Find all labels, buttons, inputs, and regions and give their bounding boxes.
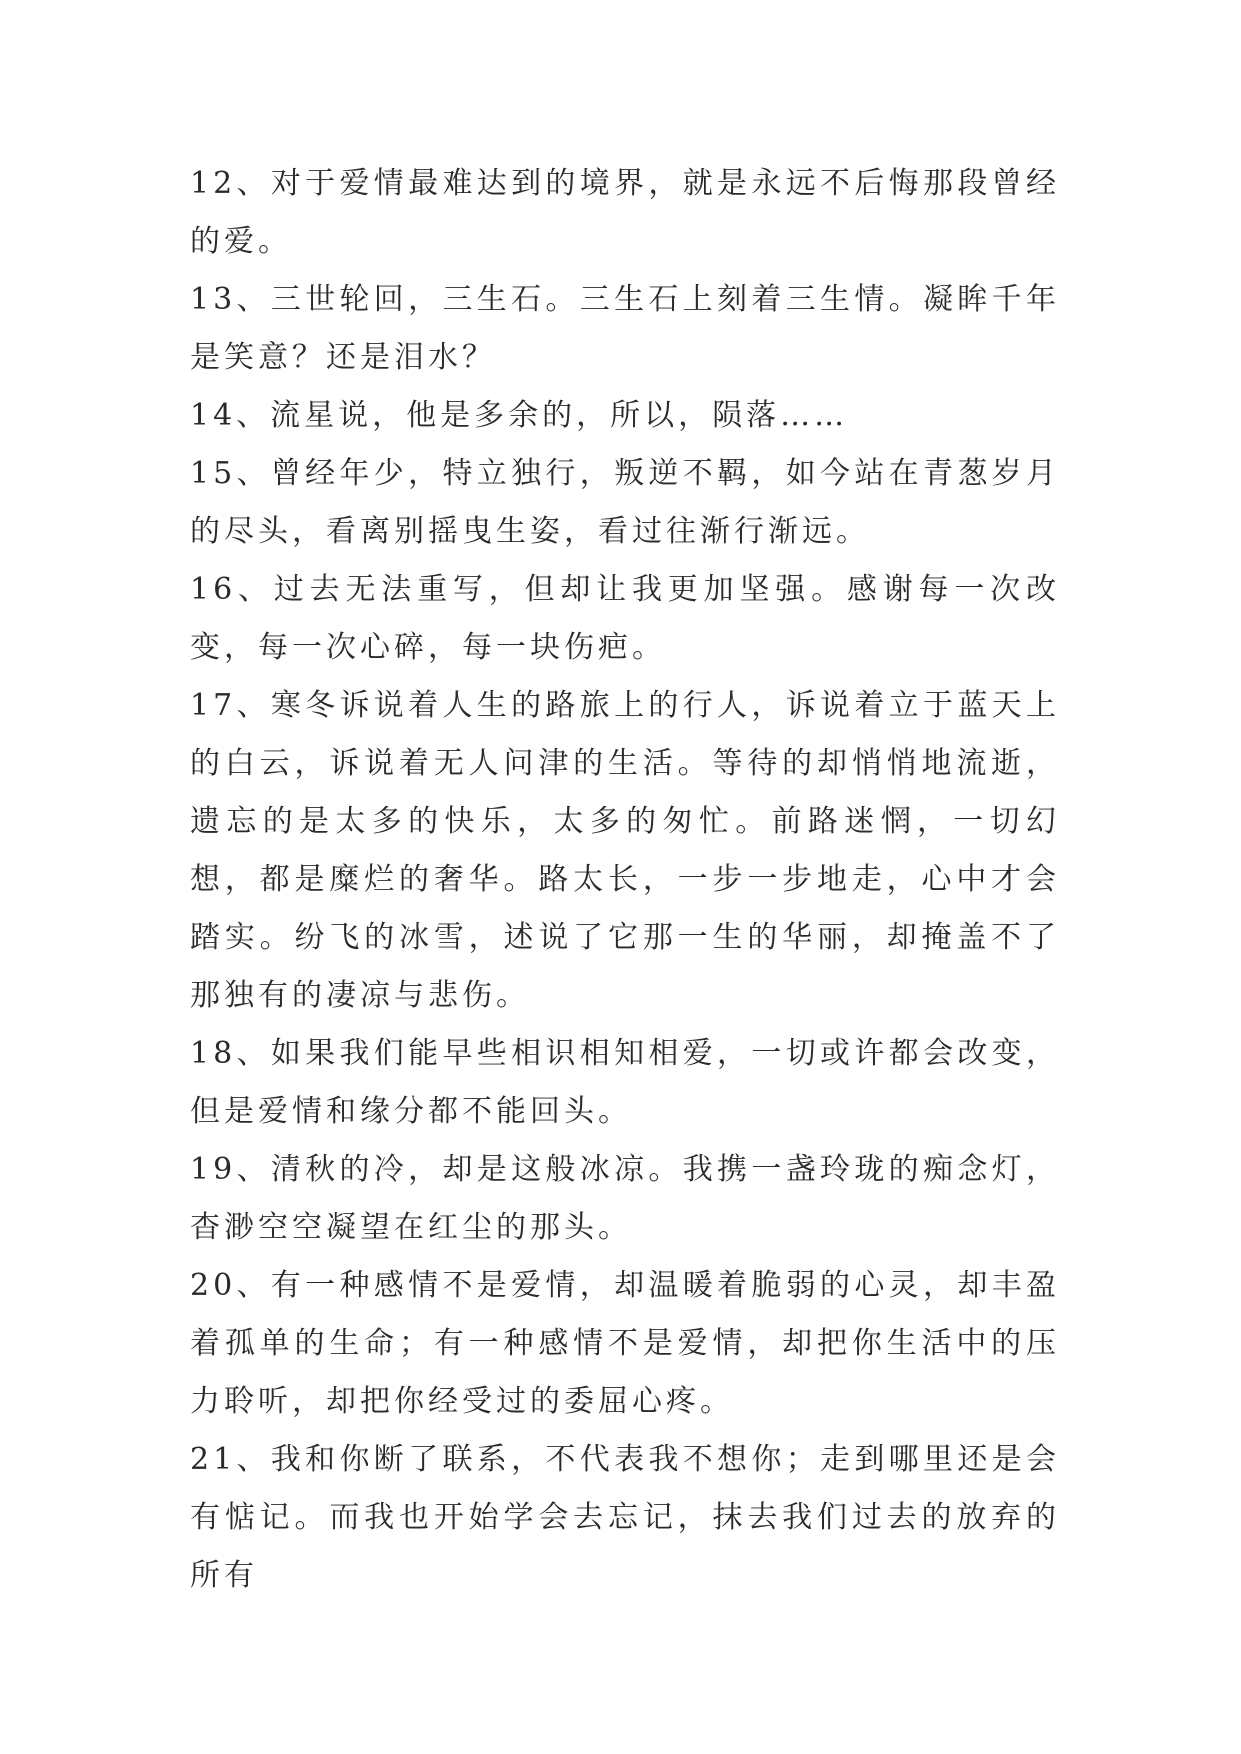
entry-12: 12、对于爱情最难达到的境界，就是永远不后悔那段曾经的爱。 <box>190 166 1060 259</box>
entry-13: 13、三世轮回，三生石。三生石上刻着三生情。凝眸千年是笑意？还是泪水？ <box>190 282 1060 375</box>
entry-19: 19、清秋的冷，却是这般冰凉。我携一盏玲珑的痴念灯，杳渺空空凝望在红尘的那头。 <box>190 1152 1060 1245</box>
entry-15: 15、曾经年少，特立独行，叛逆不羁，如今站在青葱岁月的尽头，看离别摇曳生姿，看过往渐行渐远。 <box>190 456 1060 549</box>
entry-14: 14、流星说，他是多余的，所以，陨落…… <box>190 398 849 433</box>
entry-17: 17、寒冬诉说着人生的路旅上的行人，诉说着立于蓝天上的白云，诉说着无人问津的生活。等待的却悄悄地流逝，遗忘的是太多的快乐，太多的匆忙。前路迷惘，一切幻想，都是糜烂的奢华。路太长，一步一步地走，心中才会踏实。纷飞的冰雪，述说了它那一生的华丽，却掩盖不了那独有的凄凉与悲伤。 <box>190 688 1060 1013</box>
entry-18: 18、如果我们能早些相识相知相爱，一切或许都会改变，但是爱情和缘分都不能回头。 <box>190 1036 1060 1129</box>
document-body <box>190 155 1060 1605</box>
entry-16: 16、过去无法重写，但却让我更加坚强。感谢每一次改变，每一次心碎，每一块伤疤。 <box>190 572 1060 665</box>
entry-20: 20、有一种感情不是爱情，却温暖着脆弱的心灵，却丰盈着孤单的生命；有一种感情不是爱情，却把你生活中的压力聆听，却把你经受过的委屈心疼。 <box>190 1268 1060 1419</box>
entry-21: 21、我和你断了联系，不代表我不想你；走到哪里还是会有惦记。而我也开始学会去忘记，抹去我们过去的放弃的所有 <box>190 1442 1060 1593</box>
